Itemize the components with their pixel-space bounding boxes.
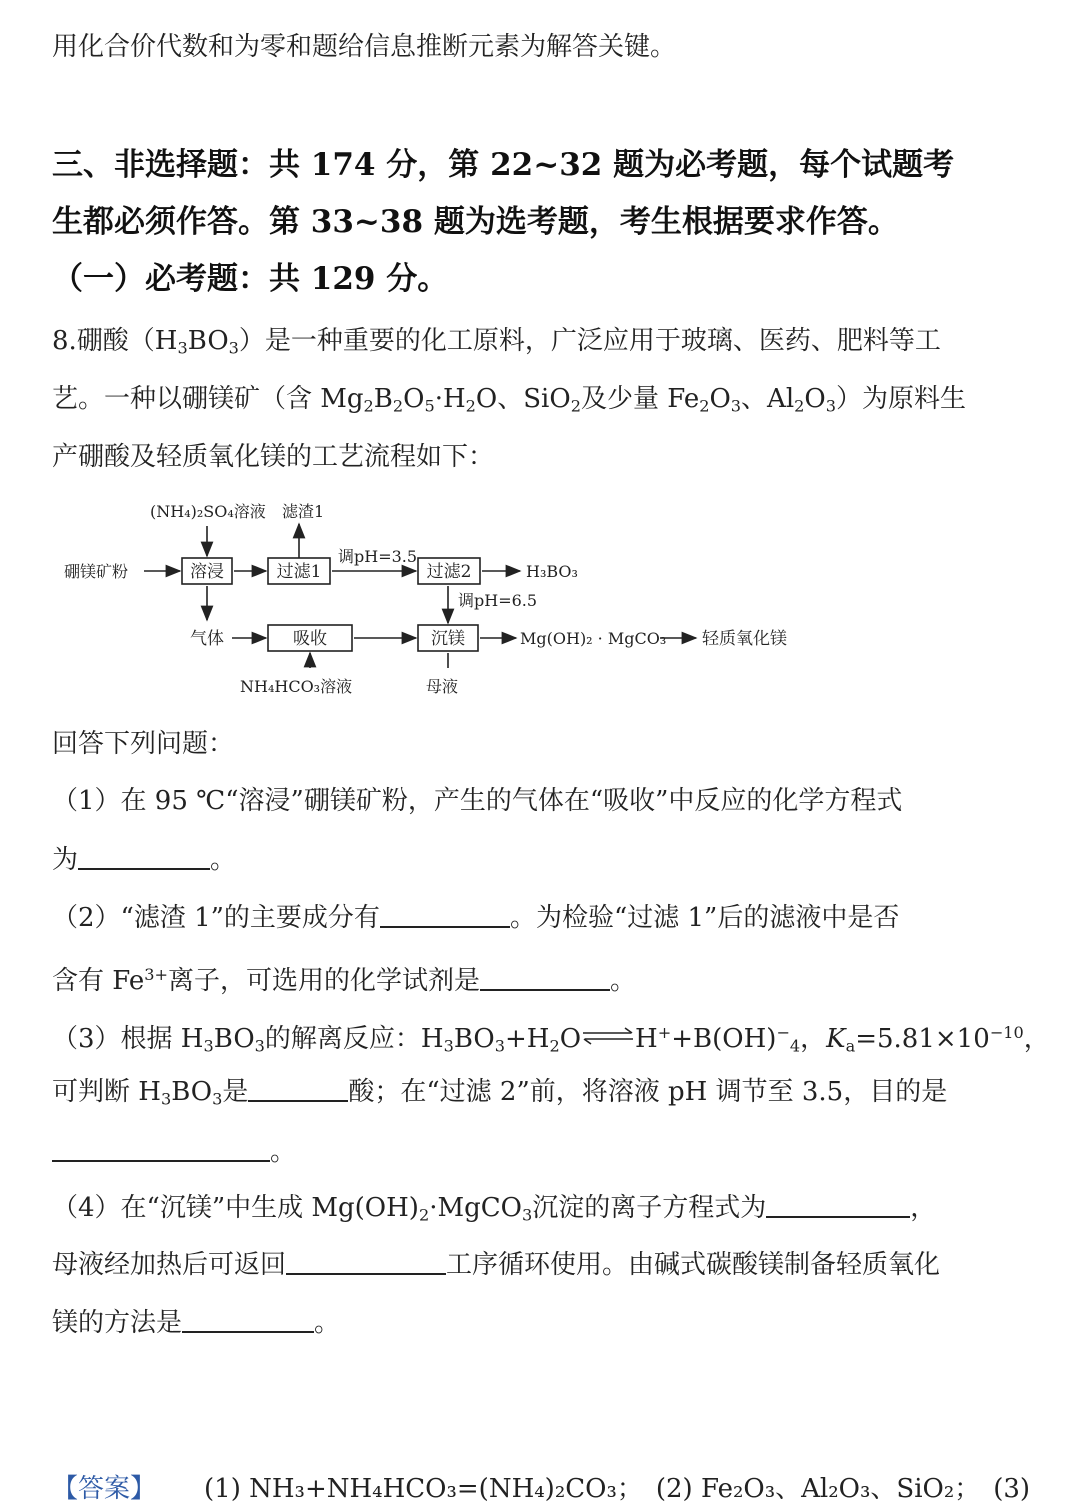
label-precip: 沉镁 (431, 629, 465, 649)
label-filter1: 过滤1 (276, 562, 322, 582)
q4-answer-blank-1[interactable] (766, 1190, 910, 1218)
q4-answer-blank-2[interactable] (286, 1247, 446, 1275)
question-intro-line3: 产硼酸及轻质氧化镁的工艺流程如下： (52, 442, 495, 472)
q3-line2: 可判断 H3BO3是 酸；在“过滤 2”前，将溶液 pH 调节至 3.5，目的是 (52, 1074, 947, 1117)
question-intro-line2: 艺。一种以硼镁矿（含 Mg2B2O5·H2O、SiO2及少量 Fe2O3、Al2O3）为原料生 (52, 384, 966, 416)
q1-line2: 为 。 (52, 842, 236, 877)
label-mgco3: Mg(OH)₂ · MgCO₃ (520, 629, 667, 648)
q3-answer-blank-1[interactable] (248, 1074, 348, 1102)
label-adjust2: 调pH=6.5 (458, 591, 538, 610)
label-gas: 气体 (190, 629, 224, 649)
q1-line1: （1）在 95 ℃“溶浸”硼镁矿粉，产生的气体在“吸收”中反应的化学方程式 (52, 786, 903, 816)
label-product1: H₃BO₃ (526, 562, 578, 581)
intro-text: 用化合价代数和为零和题给信息推断元素为解答关键。 (52, 32, 677, 62)
section-heading-line2: 生都必须作答。第 33~38 题为选考题，考生根据要求作答。 (52, 204, 899, 240)
label-ore: 硼镁矿粉 (64, 562, 129, 581)
equilibrium-arrow-icon (581, 1027, 635, 1045)
q2-line1: （2）“滤渣 1”的主要成分有 。为检验“过滤 1”后的滤液中是否 (52, 900, 899, 935)
label-filter2: 过滤2 (426, 562, 472, 582)
q4-line1: （4）在“沉镁”中生成 Mg(OH)2·MgCO3沉淀的离子方程式为 ， (52, 1190, 936, 1233)
q4-answer-blank-3[interactable] (182, 1305, 314, 1333)
answer-text: (1) NH₃+NH₄HCO₃=(NH₄)₂CO₃； (2) Fe₂O₃、Al₂O₃、SiO₂； (3) (204, 1474, 1031, 1504)
q4-line2: 母液经加热后可返回 工序循环使用。由碱式碳酸镁制备轻质氧化 (52, 1247, 940, 1282)
q2-answer-blank-1[interactable] (380, 900, 510, 928)
answer-line (52, 1468, 1030, 1505)
q3-line1: （3）根据 H3BO3的解离反应：H3BO3+H2O H++B(OH)−4，$Ka=5.81\times 10^{-10}$， (52, 1023, 1050, 1056)
label-absorb: 吸收 (293, 629, 327, 649)
section-heading-line3: （一）必考题：共 129 分。 (52, 261, 449, 297)
label-mother: 母液 (426, 677, 459, 696)
questions-prompt: 回答下列问题： (52, 729, 235, 759)
label-product2: 轻质氧化镁 (702, 629, 787, 649)
q4-line3: 镁的方法是 。 (52, 1305, 340, 1340)
q2-line2: 含有 $Fe^{3+}$离子，可选用的化学试剂是 。 (52, 958, 636, 998)
label-adjust1: 调pH=3.5 (338, 547, 418, 566)
label-residue: 滤渣1 (282, 502, 325, 521)
q2-answer-blank-2[interactable] (480, 963, 610, 991)
q3-line3: 。 (52, 1134, 296, 1169)
process-flow-diagram (56, 492, 816, 712)
q1-answer-blank[interactable] (78, 842, 210, 870)
section-heading-line1: 三、非选择题：共 174 分，第 22~32 题为必考题，每个试题考 (52, 147, 955, 183)
label-dissolve: 溶浸 (190, 562, 224, 582)
q3-answer-blank-2[interactable] (52, 1134, 270, 1162)
label-reagent: (NH₄)₂SO₄溶液 (150, 502, 266, 521)
answer-tag: 【答案】 (52, 1474, 157, 1504)
label-nh4hco3: NH₄HCO₃溶液 (240, 677, 353, 696)
question-intro-line1: 8.硼酸（H3BO3）是一种重要的化工原料，广泛应用于玻璃、医药、肥料等工 (52, 326, 941, 358)
